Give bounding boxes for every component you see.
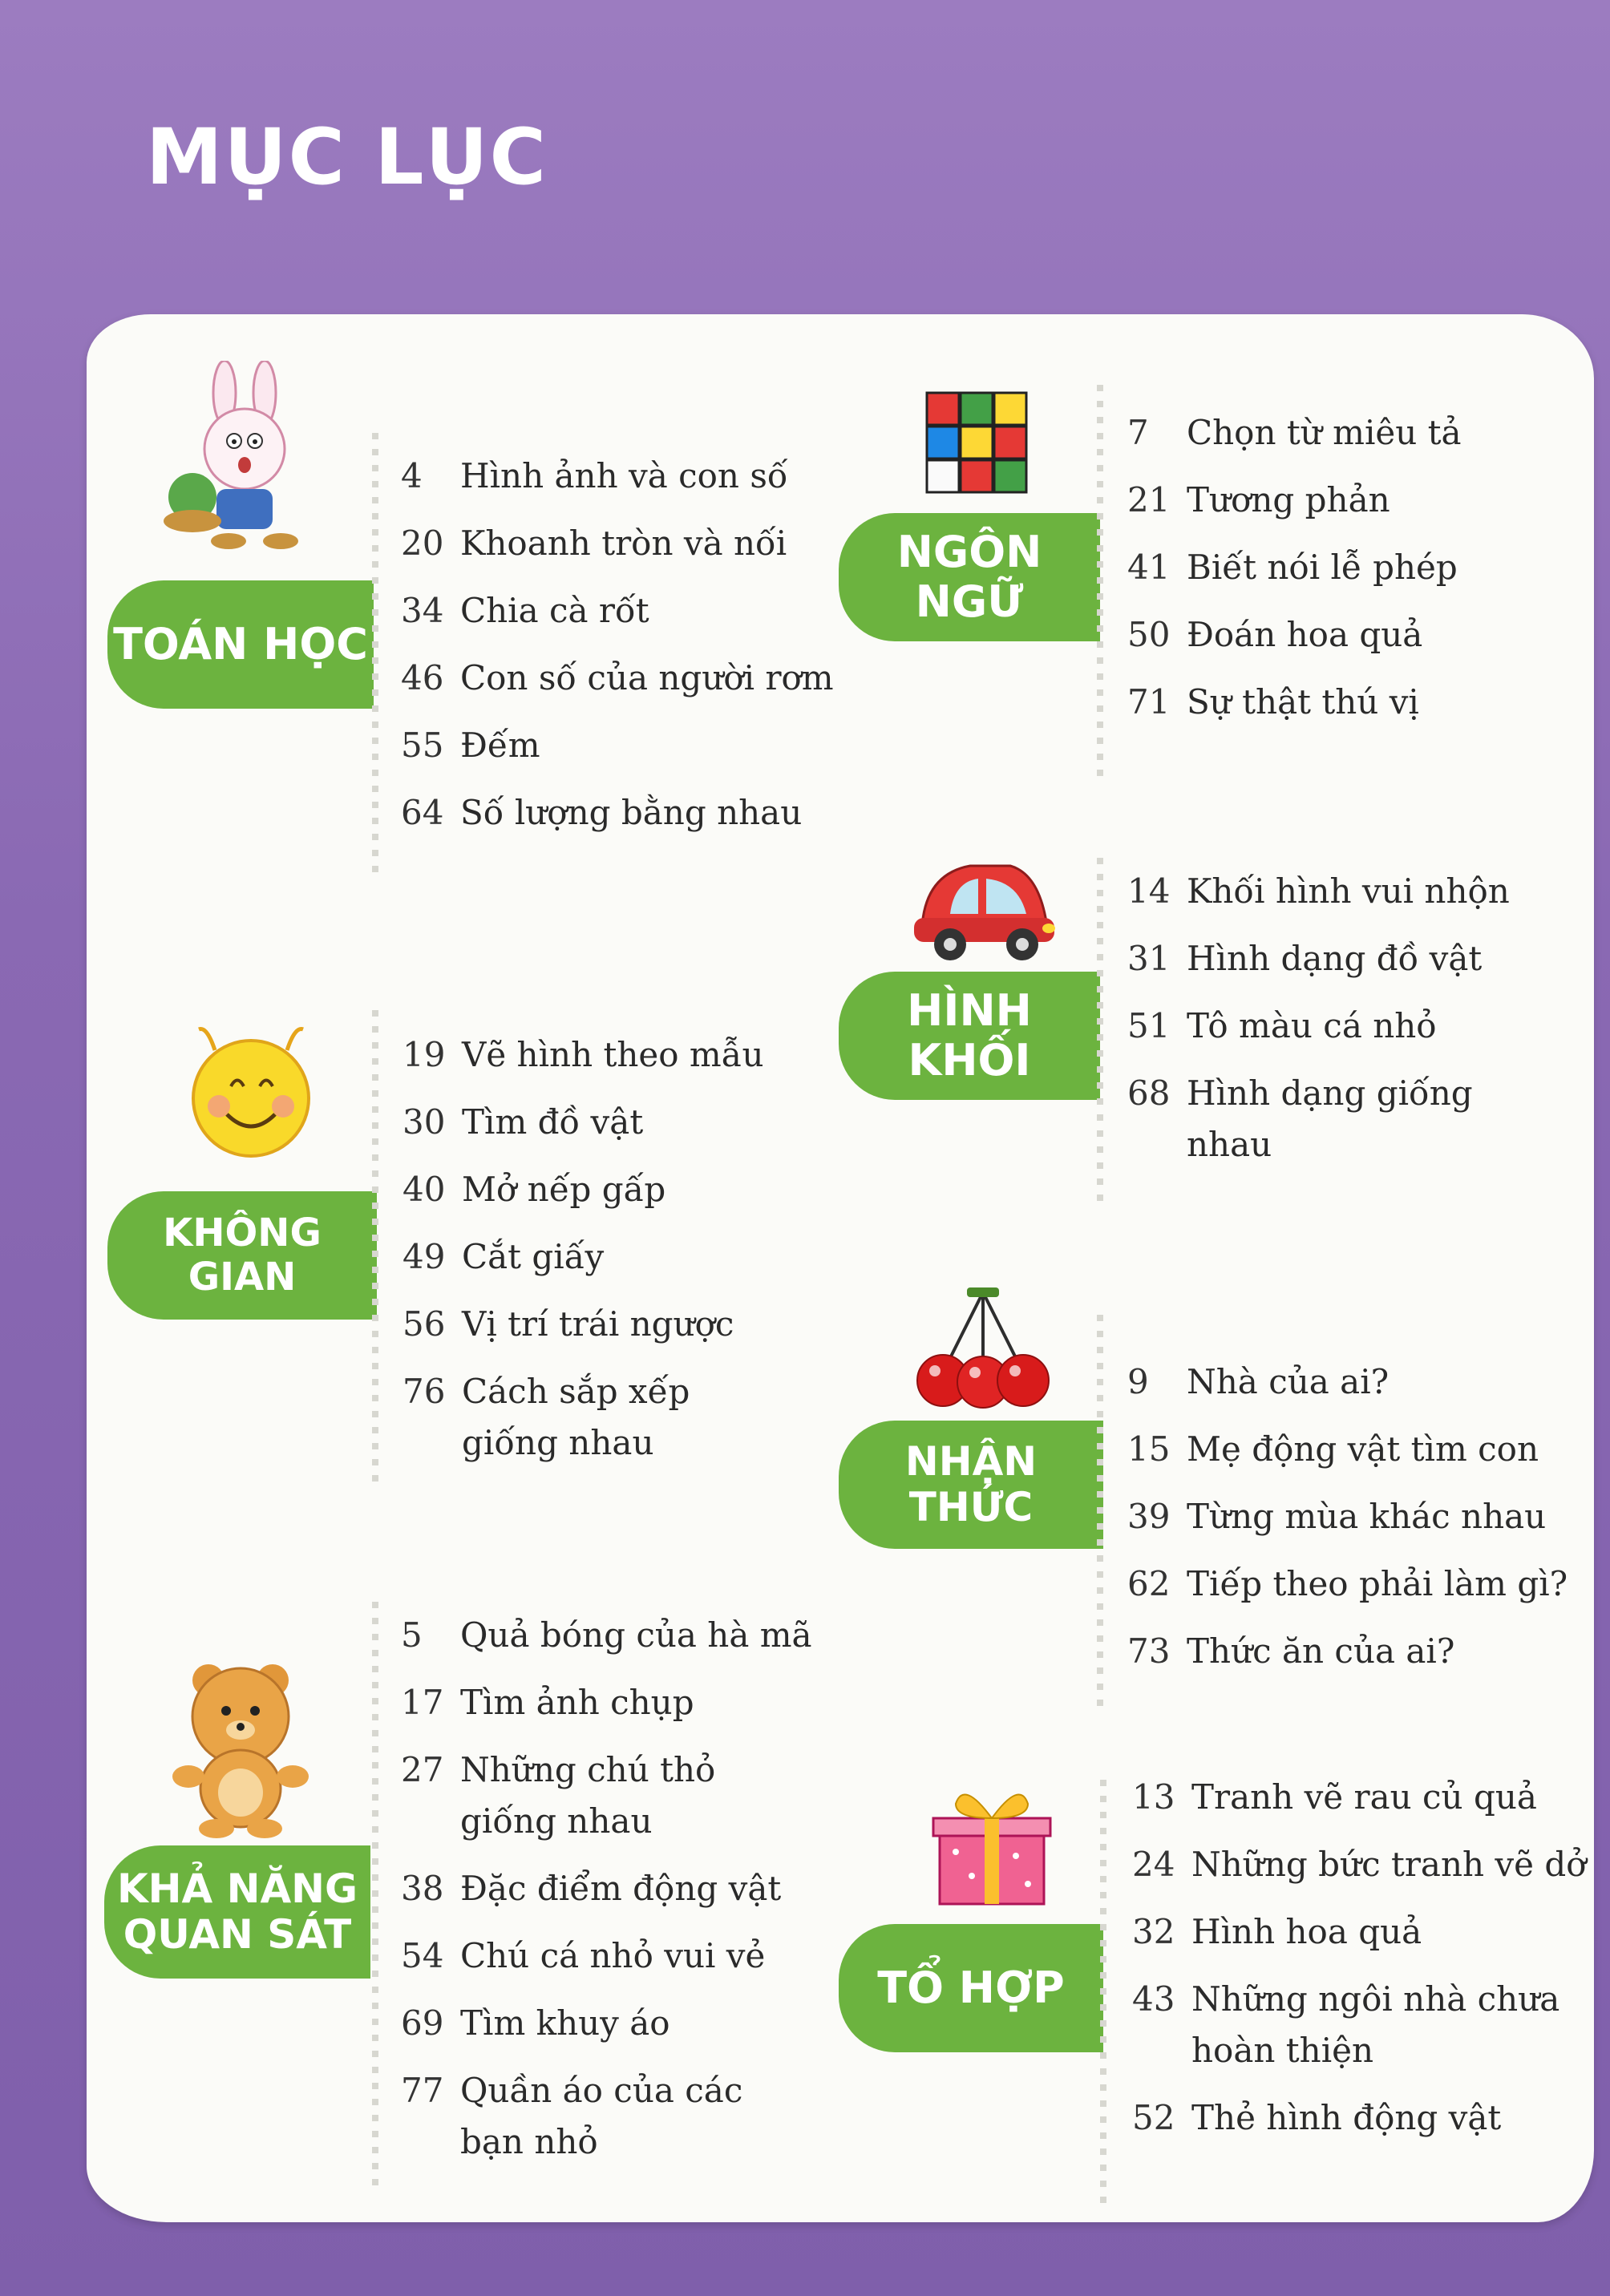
toc-item[interactable]: 14 Khối hình vui nhộn xyxy=(1127,871,1510,911)
toc-item[interactable]: 73 Thức ăn của ai? xyxy=(1127,1631,1455,1671)
toc-item[interactable]: 54 Chú cá nhỏ vui vẻ xyxy=(401,1936,766,1975)
toc-item[interactable]: 49 Cắt giấy xyxy=(402,1237,605,1276)
toc-item[interactable]: 13 Tranh vẽ rau củ quả xyxy=(1132,1777,1537,1817)
toc-item[interactable]: 69 Tìm khuy áo xyxy=(401,2003,670,2043)
toc-item[interactable]: 46 Con số của người rơm xyxy=(401,658,834,697)
section-label-toan-hoc[interactable]: TOÁN HỌC xyxy=(107,580,374,709)
toc-item[interactable]: 68 Hình dạng giống nhau xyxy=(1127,1073,1473,1164)
toc-item[interactable]: 7 Chọn từ miêu tả xyxy=(1127,413,1462,452)
cherry-icon xyxy=(911,1284,1055,1413)
toc-item[interactable]: 34 Chia cà rốt xyxy=(401,591,649,630)
toc-list-hinh-khoi xyxy=(1127,866,1576,1186)
toc-item[interactable]: 71 Sự thật thú vị xyxy=(1127,682,1419,722)
toc-item[interactable]: 64 Số lượng bằng nhau xyxy=(401,793,803,832)
page-title: MỤC LỤC xyxy=(146,112,548,202)
toc-item[interactable]: 5 Quả bóng của hà mã xyxy=(401,1615,812,1655)
toc-item[interactable]: 32 Hình hoa quả xyxy=(1132,1912,1422,1951)
car-icon xyxy=(906,850,1058,970)
toc-item[interactable]: 55 Đếm xyxy=(401,726,540,765)
smiley-icon xyxy=(183,1018,319,1162)
section-label-to-hop[interactable]: TỔ HỢP xyxy=(839,1924,1103,2052)
section-label-khong-gian[interactable]: KHÔNG GIAN xyxy=(107,1191,377,1320)
toc-list-to-hop xyxy=(1132,1772,1597,2160)
toc-item[interactable]: 15 Mẹ động vật tìm con xyxy=(1127,1429,1539,1469)
toc-item[interactable]: 17 Tìm ảnh chụp xyxy=(401,1683,694,1722)
toc-item[interactable]: 43 Những ngôi nhà chưa hoàn thiện xyxy=(1132,1979,1560,2070)
toc-item[interactable]: 76 Cách sắp xếp giống nhau xyxy=(402,1372,690,1462)
toc-list-toan-hoc xyxy=(401,451,850,855)
rubik-cube-icon xyxy=(919,385,1039,505)
gift-box-icon xyxy=(924,1780,1060,1908)
bear-icon xyxy=(168,1656,313,1841)
toc-item[interactable]: 39 Từng mùa khác nhau xyxy=(1127,1497,1547,1536)
toc-item[interactable]: 77 Quần áo của các bạn nhỏ xyxy=(401,2071,743,2161)
section-label-kha-nang-quan-sat[interactable]: KHẢ NĂNG QUAN SÁT xyxy=(104,1845,370,1979)
toc-list-ngon-ngu xyxy=(1127,407,1576,744)
rabbit-icon xyxy=(160,361,337,553)
toc-item[interactable]: 4 Hình ảnh và con số xyxy=(401,456,788,495)
toc-item[interactable]: 27 Những chú thỏ giống nhau xyxy=(401,1750,716,1841)
toc-item[interactable]: 20 Khoanh tròn và nối xyxy=(401,523,787,563)
section-label-hinh-khoi[interactable]: HÌNH KHỐI xyxy=(839,972,1100,1100)
section-label-ngon-ngu[interactable]: NGÔN NGỮ xyxy=(839,513,1100,641)
toc-item[interactable]: 30 Tìm đồ vật xyxy=(402,1102,644,1142)
toc-list-nhan-thuc xyxy=(1127,1356,1592,1693)
toc-item[interactable]: 50 Đoán hoa quả xyxy=(1127,615,1423,654)
toc-item[interactable]: 51 Tô màu cá nhỏ xyxy=(1127,1006,1437,1045)
toc-item[interactable]: 52 Thẻ hình động vật xyxy=(1132,2098,1502,2137)
toc-list-khong-gian xyxy=(402,1029,852,1485)
toc-item[interactable]: 21 Tương phản xyxy=(1127,480,1390,519)
toc-item[interactable]: 40 Mở nếp gấp xyxy=(402,1170,666,1209)
toc-item[interactable]: 62 Tiếp theo phải làm gì? xyxy=(1127,1564,1568,1603)
section-label-nhan-thuc[interactable]: NHẬN THỨC xyxy=(839,1421,1103,1549)
toc-item[interactable]: 31 Hình dạng đồ vật xyxy=(1127,939,1483,978)
toc-item[interactable]: 19 Vẽ hình theo mẫu xyxy=(402,1035,764,1074)
toc-item[interactable]: 24 Những bức tranh vẽ dở xyxy=(1132,1845,1587,1884)
toc-item[interactable]: 41 Biết nói lễ phép xyxy=(1127,548,1458,587)
toc-item[interactable]: 38 Đặc điểm động vật xyxy=(401,1869,782,1908)
toc-item[interactable]: 56 Vị trí trái ngược xyxy=(402,1304,734,1344)
toc-item[interactable]: 9 Nhà của ai? xyxy=(1127,1362,1390,1401)
toc-list-kha-nang-quan-sat xyxy=(401,1610,850,2184)
